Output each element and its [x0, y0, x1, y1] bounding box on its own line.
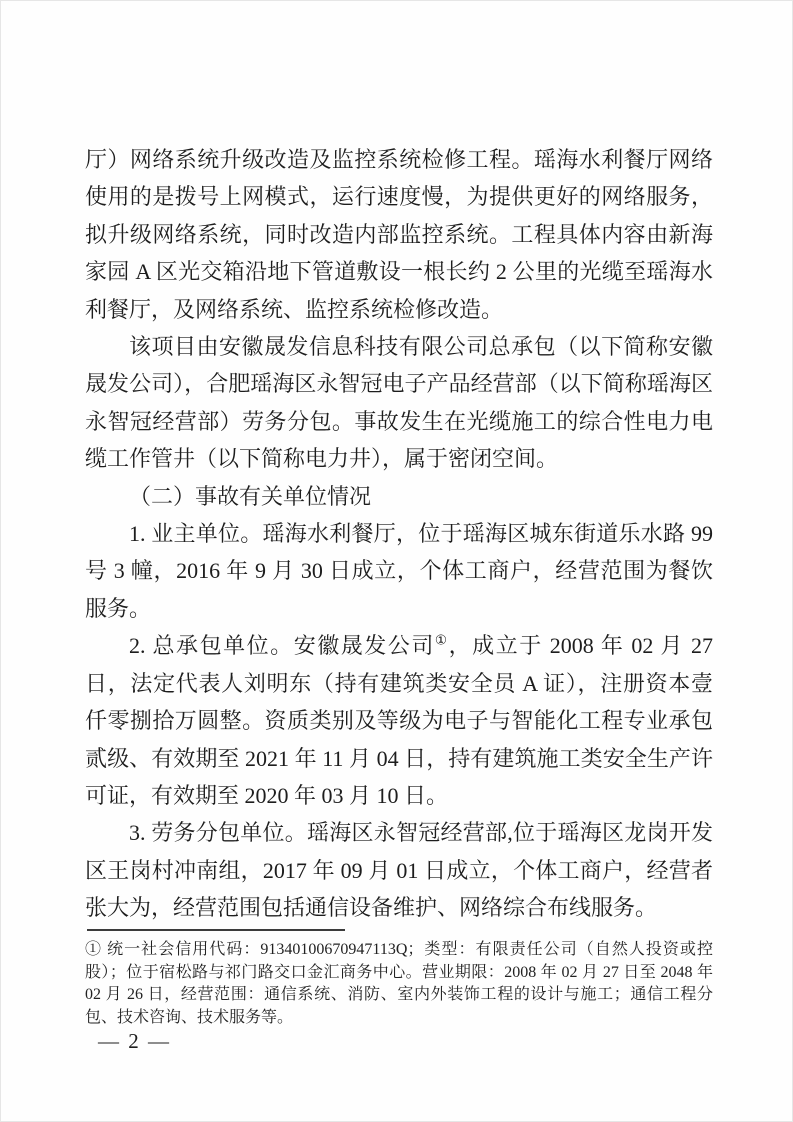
footnote-area [85, 929, 713, 1029]
footnote-reference-marker: ① [434, 632, 449, 648]
general-contractor-text-continued: ，成立于 2008 年 02 月 27 日，法定代表人刘明东（持有建筑类安全员 A 证），注册资本壹仟零捌拾万圆整。资质类别及等级为电子与智能化工程专业承包贰级、有效期至 2021 年 11 月 04 日，持有建筑施工类安全生产许可证，有效期至 2020 年 03 月 10 日。 [85, 633, 713, 808]
paragraph-labor-subcontractor: 3. 劳务分包单位。瑶海区永智冠经营部,位于瑶海区龙岗开发区王岗村冲南组，2017 年 09 月 01 日成立，个体工商户，经营者张大为，经营范围包括通信设备维护、网络综合布线服务。 [85, 820, 713, 921]
footnote-content: 统一社会信用代码：91340100670947113Q；类型：有限责任公司（自然人投资或控股）；位于宿松路与祁门路交口金汇商务中心。营业期限：2008 年 02 月 27 日至 2048 年 02 月 26 日，经营范围：通信系统、消防、室内外装饰工程的设计与施工；通信工程分包、技术咨询、技术服务等。 [85, 941, 713, 1026]
paragraph-owner-unit: 1. 业主单位。瑶海水利餐厅，位于瑶海区城东街道乐水路 99 号 3 幢，2016 年 9 月 30 日成立，个体工商户，经营范围为餐饮服务。 [85, 521, 713, 621]
footnote-separator-rule [87, 929, 345, 931]
document-body [85, 141, 713, 927]
footnote-marker: ① [85, 941, 103, 958]
section-heading-related-units: （二）事故有关单位情况 [129, 483, 372, 509]
footnote-text [85, 939, 713, 1029]
general-contractor-text: 2. 总承包单位。安徽晟发公司 [129, 633, 435, 659]
paragraph-contracting-overview: 该项目由安徽晟发信息科技有限公司总承包（以下简称安徽晟发公司），合肥瑶海区永智冠电子产品经营部（以下简称瑶海区永智冠经营部）劳务分包。事故发生在光缆施工的综合性电力电缆工作管井（以下简称电力井），属于密闭空间。 [85, 334, 713, 472]
paragraph-general-contractor [85, 627, 713, 814]
page-number: — 2 — [98, 1029, 171, 1053]
paragraph-project-description-continuation: 厅）网络系统升级改造及监控系统检修工程。瑶海水利餐厅网络使用的是拨号上网模式，运行速度慢，为提供更好的网络服务，拟升级网络系统，同时改造内部监控系统。工程具体内容由新海家园 A 区光交箱沿地下管道敷设一根长约 2 公里的光缆至瑶海水利餐厅，及网络系统、监控系统检修改造。 [85, 147, 713, 322]
